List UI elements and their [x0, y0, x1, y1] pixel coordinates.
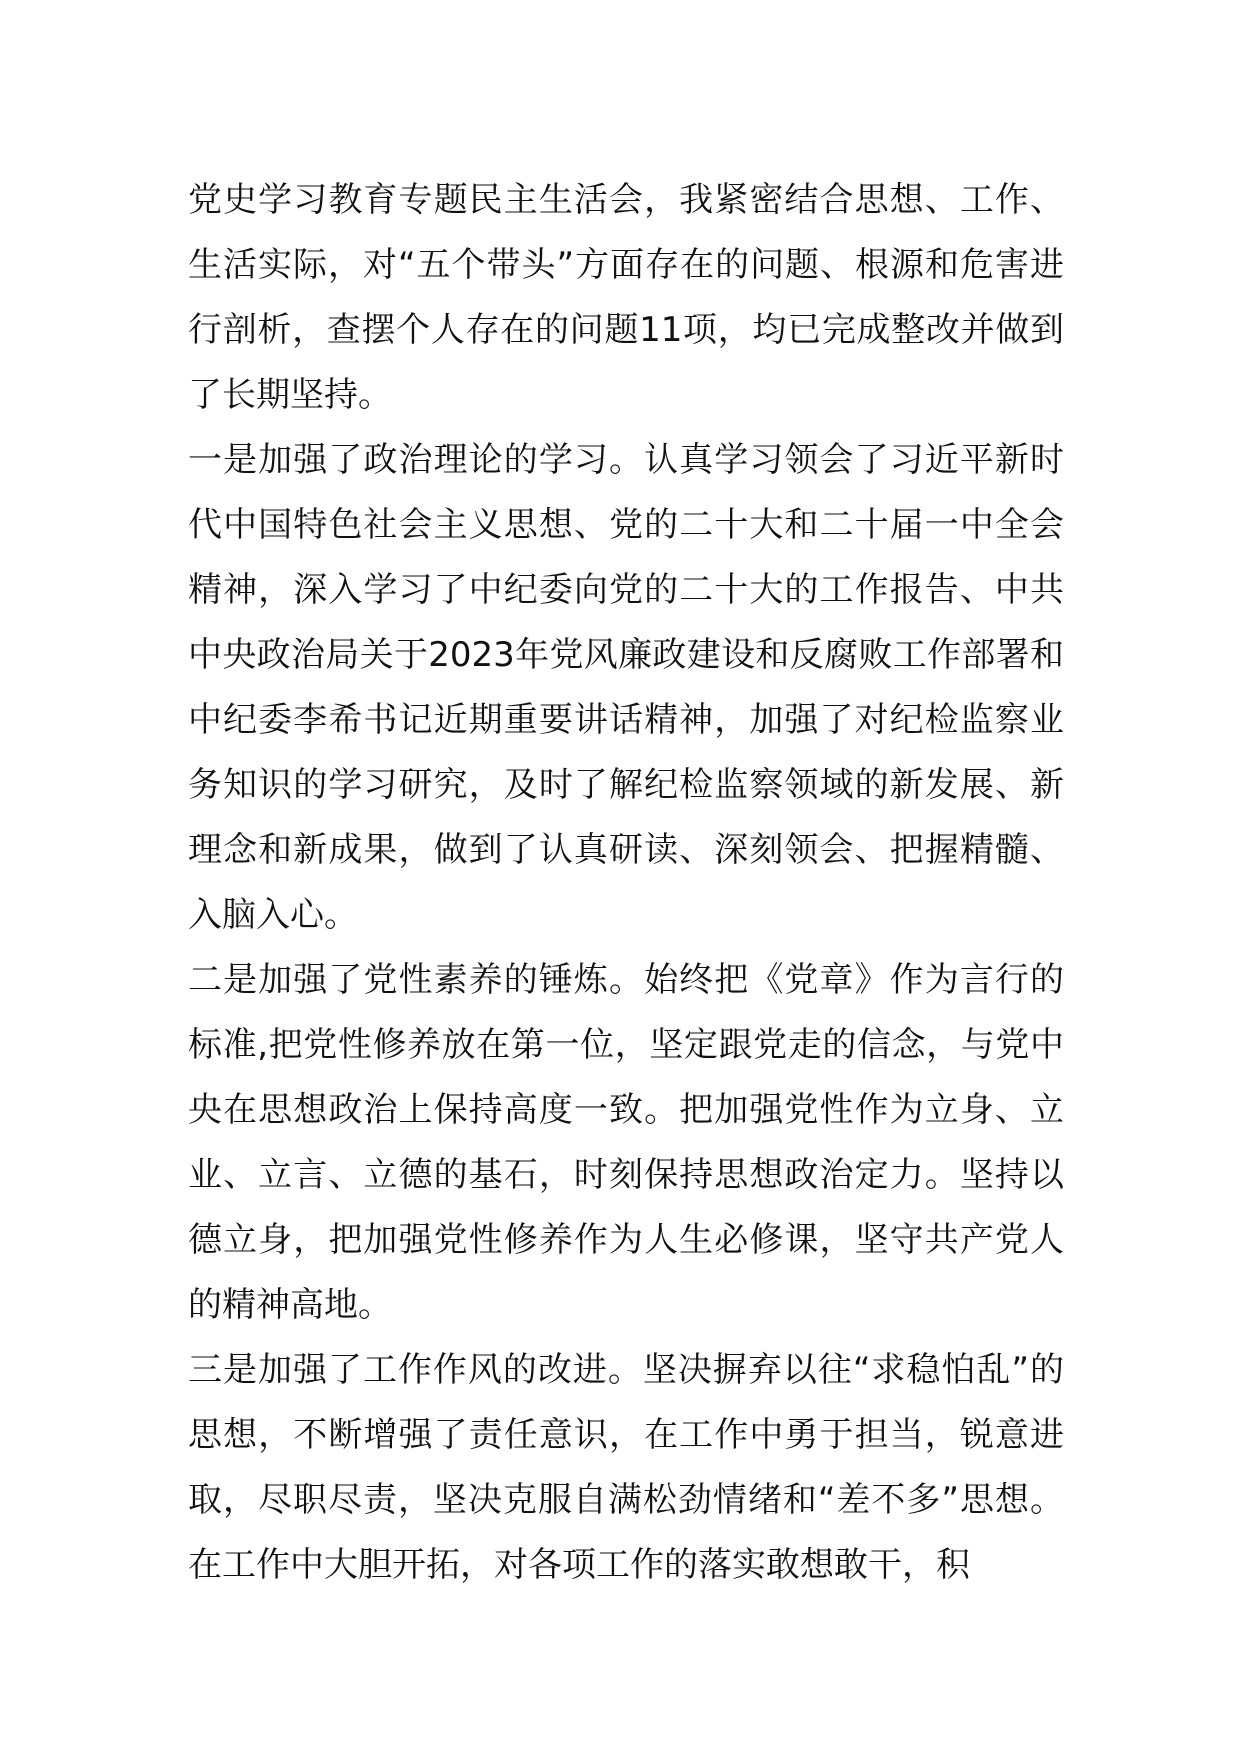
document-body	[188, 168, 1064, 1598]
paragraph-point-two: 二是加强了党性素养的锤炼。始终把《党章》作为言行的标准,把党性修养放在第一位，坚定跟党走的信念，与党中央在思想政治上保持高度一致。把加强党性作为立身、立业、立言、立德的基石，时刻保持思想政治定力。坚持以德立身，把加强党性修养作为人生必修课，坚守共产党人的精神高地。	[188, 960, 1064, 1325]
paragraph-intro: 党史学习教育专题民主生活会，我紧密结合思想、工作、生活实际，对“五个带头”方面存在的问题、根源和危害进行剖析，查摆个人存在的问题11项，均已完成整改并做到了长期坚持。	[188, 180, 1064, 415]
paragraph-point-three: 三是加强了工作作风的改进。坚决摒弃以往“求稳怕乱”的思想，不断增强了责任意识，在工作中勇于担当，锐意进取，尽职尽责，坚决克服自满松劲情绪和“差不多”思想。在工作中大胆开拓，对各项工作的落实敢想敢干，积	[188, 1350, 1064, 1585]
paragraph-point-one: 一是加强了政治理论的学习。认真学习领会了习近平新时代中国特色社会主义思想、党的二十大和二十届一中全会精神，深入学习了中纪委向党的二十大的工作报告、中共中央政治局关于2023年党风廉政建设和反腐败工作部署和中纪委李希书记近期重要讲话精神，加强了对纪检监察业务知识的学习研究，及时了解纪检监察领域的新发展、新理念和新成果，做到了认真研读、深刻领会、把握精髓、入脑入心。	[188, 440, 1064, 935]
